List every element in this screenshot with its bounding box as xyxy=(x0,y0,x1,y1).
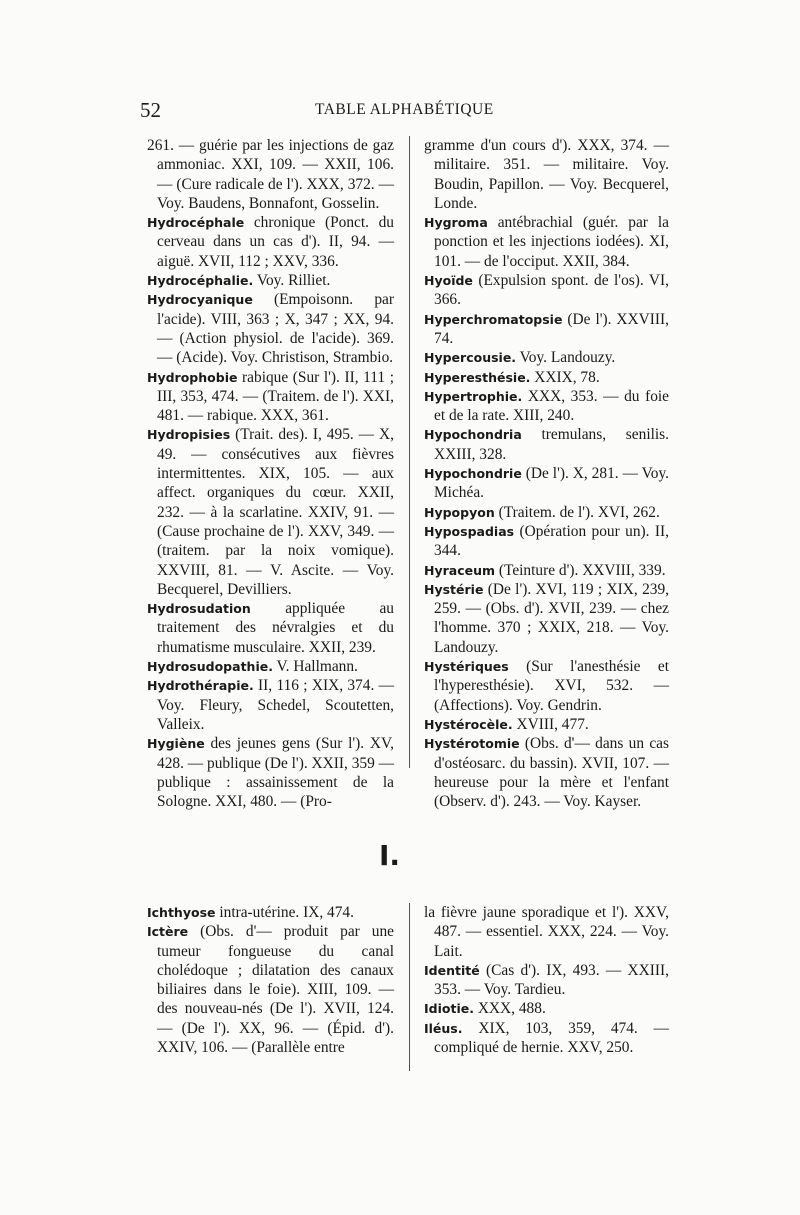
index-entry xyxy=(424,561,669,580)
entry-headword: Hydrocéphalie. xyxy=(147,273,254,289)
entry-headword: Hygiène xyxy=(147,736,205,752)
column-4 xyxy=(424,903,669,1057)
entry-headword: Hypochondria xyxy=(424,427,522,443)
entry-headword: Hystérie xyxy=(424,581,484,597)
entry-headword: Hypochondrie xyxy=(424,466,522,482)
index-entry xyxy=(147,676,394,734)
entry-text: (Obs. d'— produit par une tumeur fongueuse du canal cholédoque ; dilatation des canaux biliaires dans le foie). XIII, 109. — des nouveau-nés (De l'). XVII, 124. — (De l'). XX, 96. — (Épid. d'). XXIV, 106. — (Parallèle entre xyxy=(157,923,394,1057)
column-1 xyxy=(147,136,394,811)
entry-headword: Hypercousie. xyxy=(424,350,517,366)
entry-text: tremulans, senilis. XXIII, 328. xyxy=(434,426,669,463)
entry-headword: Hygroma xyxy=(424,215,488,231)
index-entry xyxy=(424,136,669,213)
entry-text: (Traitem. de l'). XVI, 262. xyxy=(494,503,660,521)
index-entry xyxy=(424,425,669,464)
entry-text: (Expulsion spont. de l'os). VI, 366. xyxy=(434,272,669,309)
entry-text: intra-utérine. IX, 474. xyxy=(215,904,354,921)
entry-headword: Hydropisies xyxy=(147,427,231,443)
entry-text: antébrachial (guér. par la ponction et les injections iodées). XI, 101. — de l'occiput. XXII, 384. xyxy=(434,214,669,270)
entry-text: rabique (Sur l'). II, 111 ; III, 353, 474. — (Traitem. de l'). XXI, 481. — rabique. XXX, 361. xyxy=(157,368,394,425)
entry-headword: Ichthyose xyxy=(147,905,216,920)
entry-text: appliquée au traitement des névralgies et du rhumatisme musculaire. XXII, 239. xyxy=(157,600,394,656)
index-entry xyxy=(424,580,669,657)
entry-headword: Hydrosudopathie. xyxy=(147,659,273,675)
entry-text: chronique (Ponct. du cerveau dans un cas d'). II, 94. — aiguë. XVII, 112 ; XXV, 336. xyxy=(157,214,394,270)
entry-text: (Sur l'anesthésie et l'hyperesthésie). XVI, 532. — (Affections). Voy. Gendrin. xyxy=(434,658,669,714)
index-entry xyxy=(147,213,394,271)
index-entry xyxy=(424,734,669,811)
entry-text: des jeunes gens (Sur l'). XV, 428. — publique (De l'). XXII, 359 — publique : assainissement de la Sologne. XXI, 480. — (Pro- xyxy=(157,735,395,811)
entry-text: gramme d'un cours d'). XXX, 374. — militaire. 351. — militaire. Voy. Boudin, Papillon. — Voy. Becquerel, Londe. xyxy=(424,137,669,212)
entry-headword: Idiotie. xyxy=(424,1001,474,1017)
section-letter: I. xyxy=(379,839,401,872)
entry-text: (Teinture d'). XXVIII, 339. xyxy=(495,561,666,579)
entry-text: XIX, 103, 359, 474. — compliqué de hernie. XXV, 250. xyxy=(434,1019,669,1057)
entry-headword: Hystérocèle. xyxy=(424,716,513,732)
index-entry xyxy=(424,368,669,387)
entry-text: (Trait. des). I, 495. — X, 49. — consécutives aux fièvres intermittentes. XIX, 105. — aux affect. organiques du cœur. XXII, 232. — à la scarlatine. XXIV, 91. — (Cause prochaine de l'). XXV, 349. — (traitem. par la noix vomique). XXVIII, 81. — V. Ascite. — Voy. Becquerel, Devilliers. xyxy=(157,426,394,598)
entry-headword: Hydrothérapie. xyxy=(147,678,254,694)
index-entry xyxy=(424,657,669,715)
entry-headword: Hyoïde xyxy=(424,273,473,289)
entry-headword: Identité xyxy=(424,962,480,978)
index-entry xyxy=(424,999,669,1018)
index-entry xyxy=(147,271,394,290)
index-entry xyxy=(147,290,394,367)
index-entry xyxy=(147,425,394,599)
entry-headword: Hydrosudation xyxy=(147,601,251,617)
index-entry xyxy=(424,903,669,961)
entry-text: (De l'). XXVIII, 74. xyxy=(434,310,669,347)
entry-headword: Hypertrophie. xyxy=(424,388,523,404)
index-entry xyxy=(424,715,669,734)
entry-headword: Hypospadias xyxy=(424,523,515,539)
entry-text: XXX, 488. xyxy=(473,1000,546,1018)
index-entry xyxy=(424,213,669,271)
entry-text: V. Hallmann. xyxy=(272,658,358,676)
entry-text: (De l'). XVI, 119 ; XIX, 239, 259. — (Obs. d'). XVII, 239. — chez l'homme. 370 ; XXIX, 218. — Voy. Landouzy. xyxy=(434,580,669,656)
entry-headword: Hydrocyanique xyxy=(147,292,253,308)
column-3 xyxy=(147,903,394,1057)
entry-text: XVIII, 477. xyxy=(512,715,589,733)
page-number: 52 xyxy=(140,98,161,122)
index-entry xyxy=(147,734,394,811)
index-entry xyxy=(424,464,669,503)
column-2 xyxy=(424,136,669,811)
entry-headword: Hystériques xyxy=(424,659,509,675)
index-entry xyxy=(424,1019,669,1058)
entry-headword: Hyperchromatopsie xyxy=(424,311,563,327)
column-divider xyxy=(409,136,410,768)
entry-text: 261. — guérie par les injections de gaz ammoniac. XXI, 109. — XXII, 106. — (Cure radicale de l'). XXX, 372. — Voy. Baudens, Bonnafont, Gosselin. xyxy=(147,137,394,212)
entry-text: (Empoisonn. par l'acide). VIII, 363 ; X, 347 ; XX, 94. — (Action physiol. de l'acide). 369. — (Acide). Voy. Christison, Strambio. xyxy=(157,291,394,367)
index-entry xyxy=(424,503,669,522)
entry-text: (Opération pour un). II, 344. xyxy=(434,522,669,560)
entry-text: (De l'). X, 281. — Voy. Michéa. xyxy=(434,465,669,502)
index-entry xyxy=(147,599,394,657)
index-entry xyxy=(424,522,669,561)
entry-text: la fièvre jaune sporadique et l'). XXV, 487. — essentiel. XXX, 224. — Voy. Lait. xyxy=(424,904,669,960)
entry-headword: Hydrocéphale xyxy=(147,215,245,231)
entry-headword: Hydrophobie xyxy=(147,369,238,385)
entry-text: (Obs. d'— dans un cas d'ostéosarc. du bassin). XVII, 107. — heureuse pour la mère et l'enfant (Observ. d'). 243. — Voy. Kayser. xyxy=(434,735,669,811)
index-entry xyxy=(147,136,394,213)
entry-text: II, 116 ; XIX, 374. — Voy. Fleury, Schedel, Scoutetten, Valleix. xyxy=(157,677,394,733)
index-entry xyxy=(424,271,669,310)
running-head: TABLE ALPHABÉTIQUE xyxy=(315,101,494,118)
entry-text: XXIX, 78. xyxy=(530,368,600,386)
index-entry xyxy=(424,348,669,367)
column-divider-2 xyxy=(409,903,410,1071)
index-entry xyxy=(147,657,394,676)
entry-text: Voy. Landouzy. xyxy=(516,349,616,367)
index-entry xyxy=(147,903,394,922)
index-entry xyxy=(424,387,669,426)
index-entry xyxy=(147,922,394,1057)
entry-text: XXX, 353. — du foie et de la rate. XIII, 240. xyxy=(434,387,669,425)
entry-headword: Hypopyon xyxy=(424,504,495,520)
entry-text: Voy. Rilliet. xyxy=(253,272,331,290)
index-entry xyxy=(424,310,669,349)
entry-text: (Cas d'). IX, 493. — XXIII, 353. — Voy. Tardieu. xyxy=(434,961,669,999)
index-entry xyxy=(147,368,394,426)
entry-headword: Hyraceum xyxy=(424,562,496,578)
entry-headword: Hyperesthésie. xyxy=(424,369,531,385)
entry-headword: Hystérotomie xyxy=(424,736,520,752)
index-entry xyxy=(424,961,669,1000)
entry-headword: Iléus. xyxy=(424,1020,463,1036)
entry-headword: Ictère xyxy=(147,924,189,940)
